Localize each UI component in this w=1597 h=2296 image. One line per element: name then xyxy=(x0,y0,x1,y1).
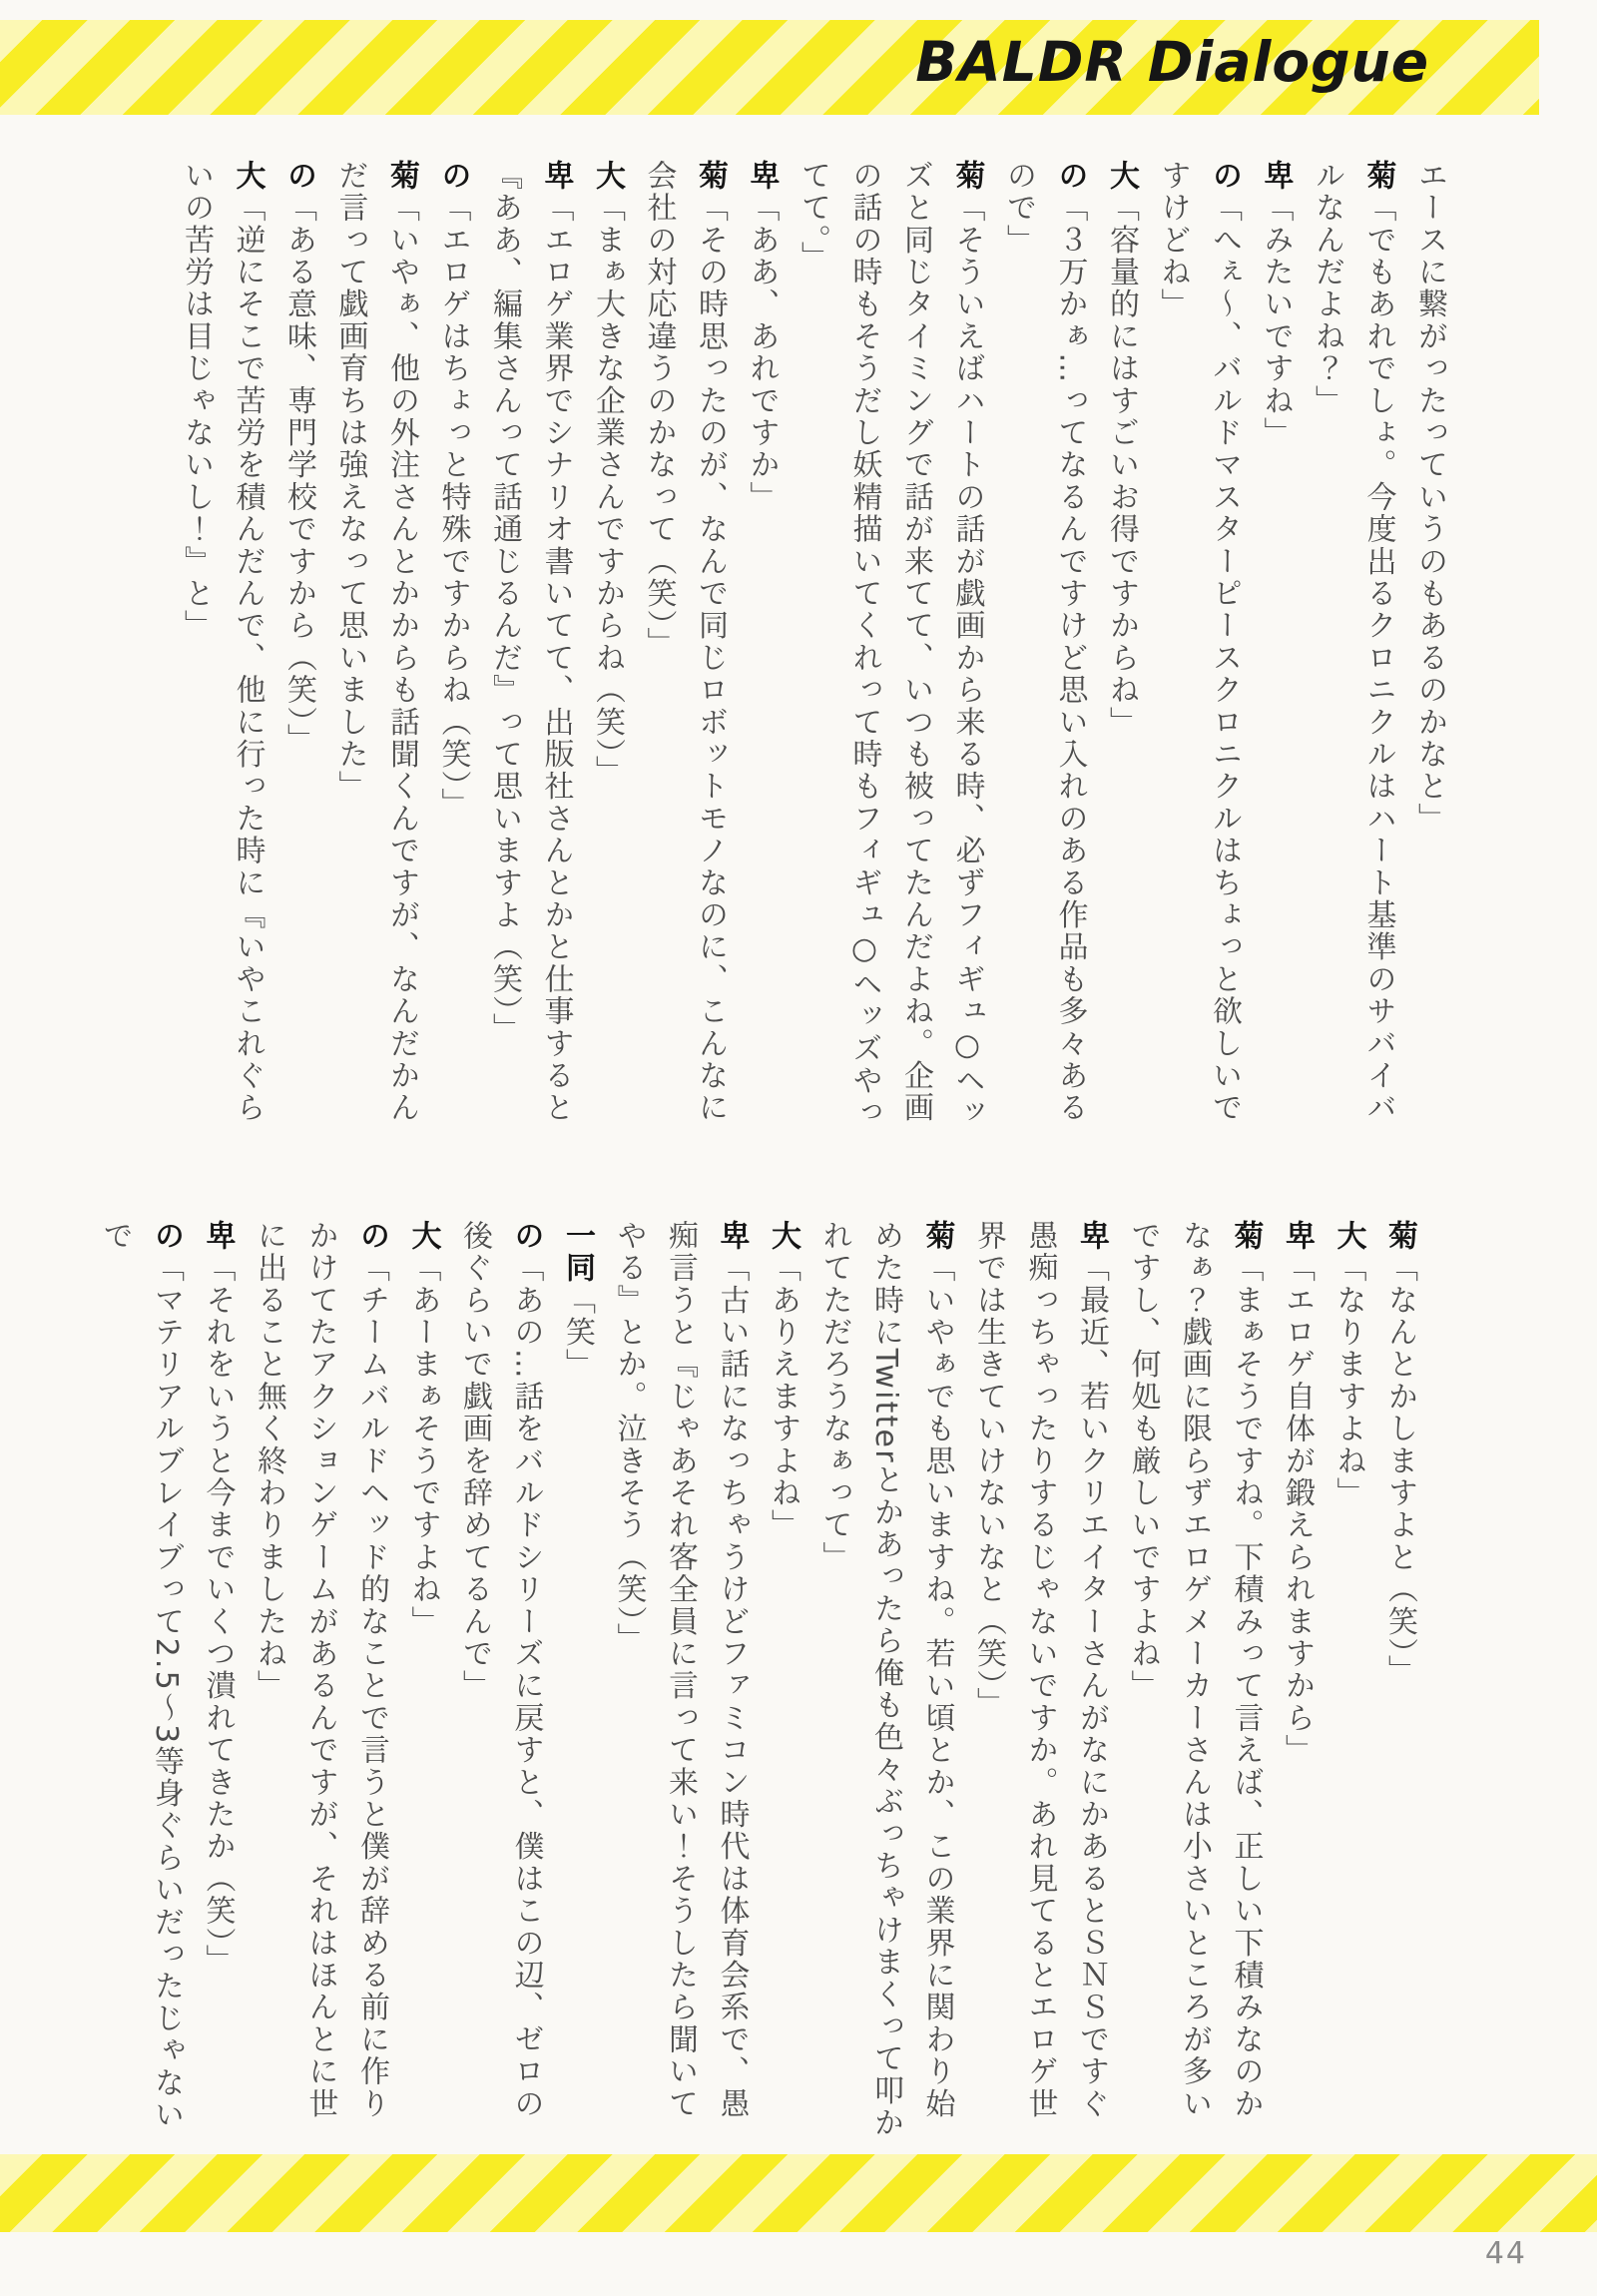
dialogue-entry xyxy=(1374,1220,1426,2146)
dialogue-entry xyxy=(1147,160,1250,1153)
dialogue-entry xyxy=(1250,160,1302,1153)
dialogue-block-1 xyxy=(171,160,1456,1153)
dialogue-text: 「笑」 xyxy=(560,1284,595,1382)
speaker-label: 大 xyxy=(230,160,266,193)
dialogue-text: 「エロゲ業界でシナリオ書いてて、出版社さんとかと仕事すると『ああ、編集さんって話通じるんだ』って思いますよ（笑）」 xyxy=(487,160,574,1125)
speaker-label: 菊 xyxy=(1360,160,1396,193)
dialogue-entry xyxy=(427,160,479,1153)
dialogue-block-2 xyxy=(89,1220,1425,2146)
speaker-label: の xyxy=(508,1220,544,1253)
dialogue-text: 「古い話になっちゃうけどファミコン時代は体育会系で、愚痴言うと『じゃあそれ客全員に言って来い！そうしたら聞いてやる』とか。泣きそう（笑）」 xyxy=(611,1220,750,2120)
dialogue-entry xyxy=(324,160,427,1153)
dialogue-entry xyxy=(89,1220,192,2146)
speaker-label: の xyxy=(149,1220,184,1253)
dialogue-text: 「まぁそうですね。下積みって言えば、正しい下積みなのかなぁ？戯画に限らずエロゲメーカーさんは小さいところが多いですし、何処も厳しいですよね」 xyxy=(1125,1220,1264,2120)
dialogue-text: 「いやぁでも思いますね。若い頃とか、この業界に関わり始めた時にTwitterとかあったら俺も色々ぶっちゃけまくって叩かれてただろうなぁって」 xyxy=(816,1220,955,2139)
dialogue-text: エースに繋がったっていうのもあるのかなと」 xyxy=(1412,160,1447,836)
dialogue-text: 「あーまぁそうですよね」 xyxy=(405,1252,441,1638)
dialogue-text: 「へぇ～、バルドマスターピースクロニクルはちょっと欲しいですけどね」 xyxy=(1155,160,1242,1125)
dialogue-entry xyxy=(633,160,736,1153)
dialogue-text: 「なんとかしますよと（笑）」 xyxy=(1382,1252,1417,1688)
dialogue-entry xyxy=(963,1220,1118,2146)
dialogue-text: 「ある意味、専門学校ですから（笑）」 xyxy=(281,192,316,756)
speaker-label: の xyxy=(354,1220,389,1253)
page-number: 44 xyxy=(1484,2236,1527,2271)
dialogue-text: 「みたいですね」 xyxy=(1258,192,1294,449)
dialogue-text: 「そういえばハートの話が戯画から来る時、必ずフィギュ○ヘッズと同じタイミングで話が来てて、いつも被ってたんだよね。企画の話の時もそうだし妖精描いてくれって時もフィギュ○ヘッズやってて。」 xyxy=(796,160,985,1130)
dialogue-entry xyxy=(449,1220,552,2146)
dialogue-entry xyxy=(1096,160,1148,1153)
dialogue-text: 「それをいうと今までいくつ潰れてきたか（笑）」 xyxy=(200,1252,236,1977)
speaker-label: の xyxy=(435,160,471,193)
dialogue-entry xyxy=(244,1220,398,2146)
speaker-label: 卑 xyxy=(1074,1220,1109,1253)
dialogue-text: 「その時思ったのが、なんで同じロボットモノなのに、こんなに会社の対応違うのかなって（笑）」 xyxy=(641,160,728,1125)
speaker-label: 菊 xyxy=(1382,1220,1417,1253)
dialogue-entry xyxy=(603,1220,758,2146)
dialogue-entry xyxy=(552,1220,604,2146)
dialogue-entry xyxy=(993,160,1096,1153)
speaker-label: 一同 xyxy=(560,1220,595,1285)
speaker-label: 菊 xyxy=(384,160,419,193)
speaker-label: 大 xyxy=(590,160,625,193)
dialogue-text: 「マテリアルブレイブって2.5～3等身ぐらいだったじゃないで xyxy=(97,1220,184,2131)
speaker-label: 菊 xyxy=(1228,1220,1264,1253)
dialogue-text: 「チームバルドヘッド的なことで言うと僕が辞める前に作りかけてたアクションゲームがあるんですが、それはほんとに世に出ること無く終わりましたね」 xyxy=(252,1220,389,2120)
speaker-label: 卑 xyxy=(714,1220,750,1253)
speaker-label: の xyxy=(1052,160,1088,193)
dialogue-text: 「まぁ大きな企業さんですからね（笑）」 xyxy=(590,192,625,789)
speaker-label: 大 xyxy=(766,1220,800,1253)
dialogue-entry xyxy=(808,1220,963,2146)
dialogue-text: 「最近、若いクリエイターさんがなにかあるとＳＮＳですぐ愚痴っちゃったりするじゃないですか。あれ見てるとエロゲ世界では生きていけないなと（笑）」 xyxy=(971,1220,1109,2120)
dialogue-text: 「あの…話をバルドシリーズに戻すと、僕はこの辺、ゼロの後ぐらいで戯画を辞めてるんで」 xyxy=(457,1220,544,2120)
dialogue-text: 「容量的にはすごいお得ですからね」 xyxy=(1104,192,1139,739)
dialogue-entry xyxy=(758,1220,809,2146)
speaker-label: 菊 xyxy=(919,1220,955,1253)
speaker-label: 卑 xyxy=(200,1220,236,1253)
dialogue-entry xyxy=(582,160,634,1153)
dialogue-entry xyxy=(397,1220,449,2146)
dialogue-text: 「なりますよね」 xyxy=(1331,1252,1366,1509)
dialogue-entry xyxy=(1272,1220,1324,2146)
speaker-label: 大 xyxy=(405,1220,441,1253)
speaker-label: 卑 xyxy=(1258,160,1294,193)
dialogue-text: 「ああ、あれですか」 xyxy=(744,192,780,514)
dialogue-text: 「でもあれでしょ。今度出るクロニクルはハート基準のサバイバルなんだよね？」 xyxy=(1310,160,1396,1125)
dialogue-text: 「エロゲ自体が鍛えられますから」 xyxy=(1280,1252,1315,1767)
dialogue-text: 「ありえますよね」 xyxy=(766,1252,800,1542)
dialogue-entry xyxy=(788,160,993,1153)
speaker-label: 大 xyxy=(1104,160,1139,193)
dialogue-text: 「逆にそこで苦労を積んだんで、他に行った時に『いやこれぐらいの苦労は目じゃないし！』と」 xyxy=(179,160,266,1125)
dialogue-entry xyxy=(736,160,788,1153)
dialogue-text: 「エロゲはちょっと特殊ですからね（笑）」 xyxy=(435,192,471,821)
speaker-label: の xyxy=(1207,160,1242,193)
speaker-label: 菊 xyxy=(693,160,728,193)
dialogue-entry xyxy=(273,160,325,1153)
dialogue-entry xyxy=(1117,1220,1272,2146)
dialogue-text: 「３万かぁ…ってなるんですけど思い入れのある作品も多々あるので」 xyxy=(1001,160,1088,1125)
speaker-label: 大 xyxy=(1331,1220,1366,1253)
dialogue-entry xyxy=(1404,160,1456,1153)
dialogue-entry xyxy=(171,160,273,1153)
dialogue-entry xyxy=(1323,1220,1374,2146)
speaker-label: 菊 xyxy=(949,160,985,193)
dialogue-entry xyxy=(192,1220,244,2146)
speaker-label: 卑 xyxy=(1280,1220,1315,1253)
speaker-label: 卑 xyxy=(538,160,574,193)
page-title: BALDR Dialogue xyxy=(915,30,1429,94)
bottom-stripe-band xyxy=(0,2154,1597,2232)
dialogue-entry xyxy=(1302,160,1404,1153)
dialogue-text: 「いやぁ、他の外注さんとかからも話聞くんですが、なんだかんだ言って戯画育ちは強えなって思いました」 xyxy=(332,160,419,1125)
speaker-label: の xyxy=(281,160,316,193)
speaker-label: 卑 xyxy=(744,160,780,193)
dialogue-entry xyxy=(479,160,582,1153)
